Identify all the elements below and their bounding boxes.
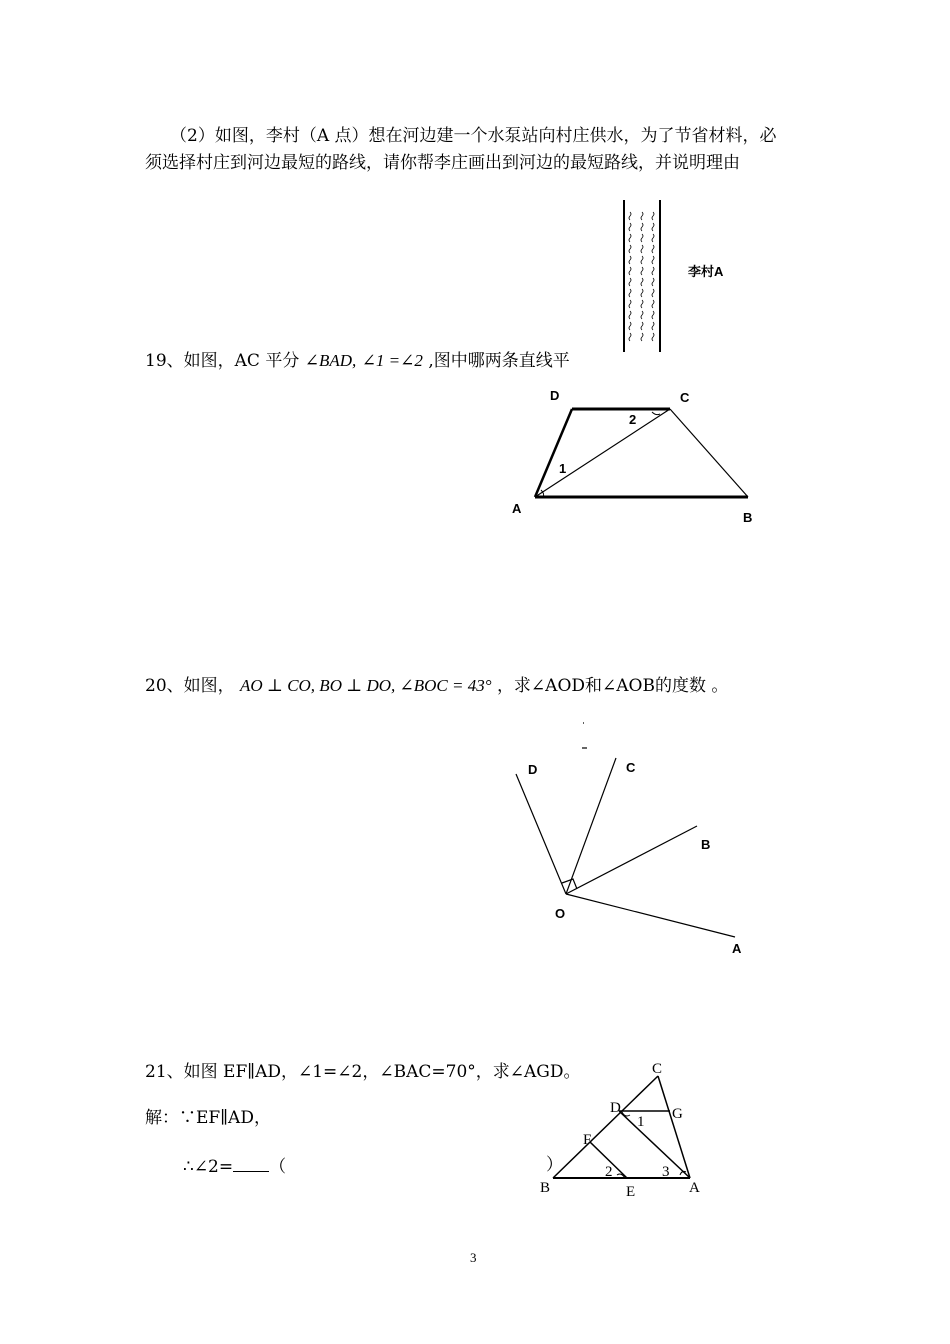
triangle-label-c: C [652, 1061, 663, 1077]
village-label: 李村A [688, 264, 724, 279]
q20-math-given: AO ⊥ CO, BO ⊥ DO, ∠BOC = 43° [240, 676, 492, 695]
river-wave-mark [652, 267, 654, 275]
river-wave-mark [652, 223, 654, 231]
rays-label-c: C [626, 760, 636, 775]
trapezoid-diagram [535, 409, 748, 497]
river-wave-mark [641, 278, 643, 286]
triangle-label-g: G [672, 1106, 683, 1122]
river-wave-mark [641, 267, 643, 275]
trapezoid-label-c: C [680, 390, 690, 405]
river-wave-mark [629, 256, 631, 264]
river-wave-mark [629, 234, 631, 242]
river-wave-mark [629, 278, 631, 286]
river-wave-mark [652, 333, 654, 341]
river-wave-mark [641, 322, 643, 330]
river-wave-mark [641, 333, 643, 341]
q21-solution-line1: 解：∵EF∥AD， [145, 1108, 271, 1128]
q21-step-prefix: ∴∠2= [183, 1157, 234, 1177]
river-wave-mark [629, 322, 631, 330]
river-wave-mark [629, 267, 631, 275]
trapezoid-label-a: A [512, 501, 522, 516]
rays-label-a: A [732, 941, 742, 956]
triangle-diagram [553, 1076, 690, 1178]
triangle-label-e: E [626, 1184, 636, 1200]
river-wave-mark [641, 223, 643, 231]
rays-label-o: O [555, 906, 566, 921]
q20-prefix: 20、如图， [145, 676, 235, 696]
river-wave-mark [641, 234, 643, 242]
river-wave-mark [629, 245, 631, 253]
trapezoid-label-d: D [550, 388, 560, 403]
river-wave-mark [652, 311, 654, 319]
river-wave-mark [629, 223, 631, 231]
triangle-angle-3: 3 [662, 1164, 670, 1180]
q18-text-line2: 须选择村庄到河边最短的路线，请你帮李庄画出到河边的最短路线，并说明理由 [145, 153, 740, 173]
trapezoid-label-b: B [743, 510, 753, 525]
q19-prefix: 19、如图，AC 平分 [145, 351, 300, 371]
river-wave-mark [641, 289, 643, 297]
river-wave-mark [641, 311, 643, 319]
river-wave-mark [629, 300, 631, 308]
river-wave-mark [652, 234, 654, 242]
triangle-label-a: A [689, 1180, 700, 1196]
triangle-label-b: B [540, 1180, 551, 1196]
trapezoid-angle-1: 1 [559, 461, 567, 476]
river-diagram [624, 200, 660, 352]
river-wave-mark [629, 333, 631, 341]
river-wave-mark [629, 212, 631, 220]
rays-diagram [516, 723, 735, 937]
q21-step-suffix: （ [269, 1157, 287, 1177]
q18-text-line1: （2）如图，李村（A 点）想在河边建一个水泵站向村庄供水，为了节省材料，必 [170, 126, 777, 146]
page-number: 3 [470, 1250, 477, 1265]
river-wave-mark [652, 322, 654, 330]
triangle-angle-2: 2 [605, 1164, 613, 1180]
river-wave-mark [641, 245, 643, 253]
rays-label-b: B [701, 837, 711, 852]
q21-paren-close: ） [546, 1155, 563, 1175]
triangle-label-f: F [583, 1132, 592, 1148]
triangle-label-d: D [610, 1100, 621, 1116]
river-wave-mark [641, 256, 643, 264]
q19-math-angles: ∠1 =∠2 [361, 351, 423, 370]
rays-label-d: D [528, 762, 538, 777]
river-wave-mark [629, 311, 631, 319]
river-wave-mark [652, 289, 654, 297]
triangle-angle-1: 1 [637, 1114, 645, 1130]
q20-suffix: ，求∠AOD和∠AOB的度数 。 [496, 676, 729, 696]
q21-question: 21、如图 EF∥AD，∠1=∠2，∠BAC=70°，求∠AGD。 [145, 1062, 581, 1082]
river-wave-mark [641, 212, 643, 220]
river-wave-mark [652, 256, 654, 264]
river-wave-mark [652, 212, 654, 220]
q19-math-bisector: ∠BAD, [304, 351, 357, 370]
river-wave-mark [652, 278, 654, 286]
river-wave-mark [652, 245, 654, 253]
river-wave-mark [641, 300, 643, 308]
q19-suffix: ,图中哪两条直线平 [428, 351, 570, 371]
trapezoid-angle-2: 2 [629, 412, 637, 427]
river-wave-mark [629, 289, 631, 297]
river-wave-mark [652, 300, 654, 308]
